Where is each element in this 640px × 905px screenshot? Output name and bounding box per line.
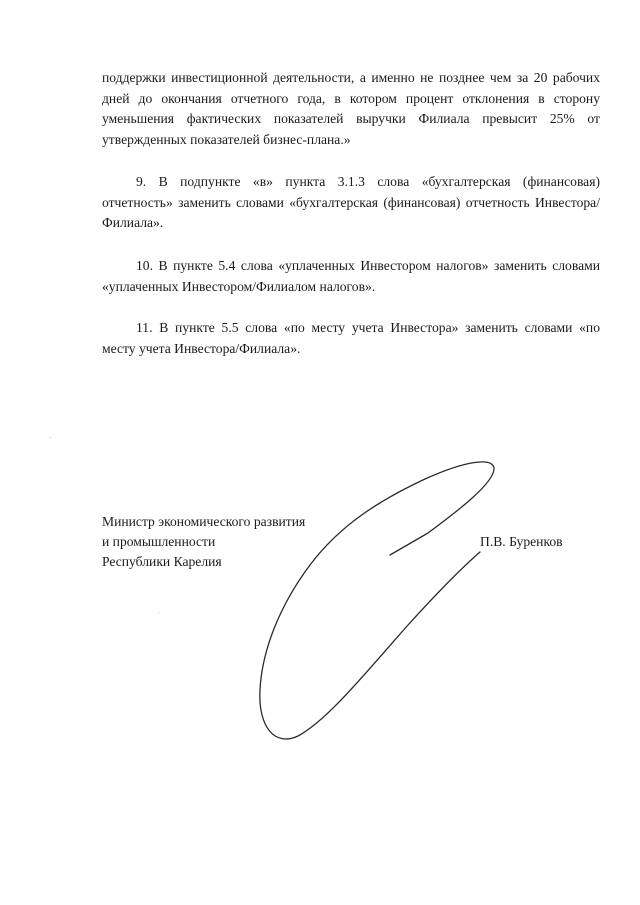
handwritten-signature — [250, 455, 510, 755]
scan-speck — [50, 437, 51, 438]
intro-paragraph: поддержки инвестиционной деятельности, а именно не позднее чем за 20 рабочих дней до окончания отчетного года, в котором процент отклонения в сторону уменьшения фактических показателей выручки Филиала превысит 25% от утвержденных показателей бизнес-плана.» — [102, 70, 600, 147]
position-line: Министр экономического развития — [102, 514, 306, 529]
signatory-name: П.В. Буренков — [480, 534, 563, 549]
position-line: Республики Карелия — [102, 554, 222, 569]
item-9-paragraph: 9. В подпункте «в» пункта 3.1.3 слова «бухгалтерская (финансовая) отчетность» заменить словами «бухгалтерская (финансовая) отчетность Инвестора/Филиала». — [102, 174, 600, 230]
item-10-paragraph: 10. В пункте 5.4 слова «уплаченных Инвестором налогов» заменить словами «уплаченных Инвестором/Филиалом налогов». — [102, 258, 600, 294]
item-11-paragraph: 11. В пункте 5.5 слова «по месту учета Инвестора» заменить словами «по месту учета Инвестора/Филиала». — [102, 320, 600, 356]
signatory-position — [102, 512, 305, 572]
scan-speck — [158, 612, 159, 613]
position-line: и промышленности — [102, 534, 216, 549]
